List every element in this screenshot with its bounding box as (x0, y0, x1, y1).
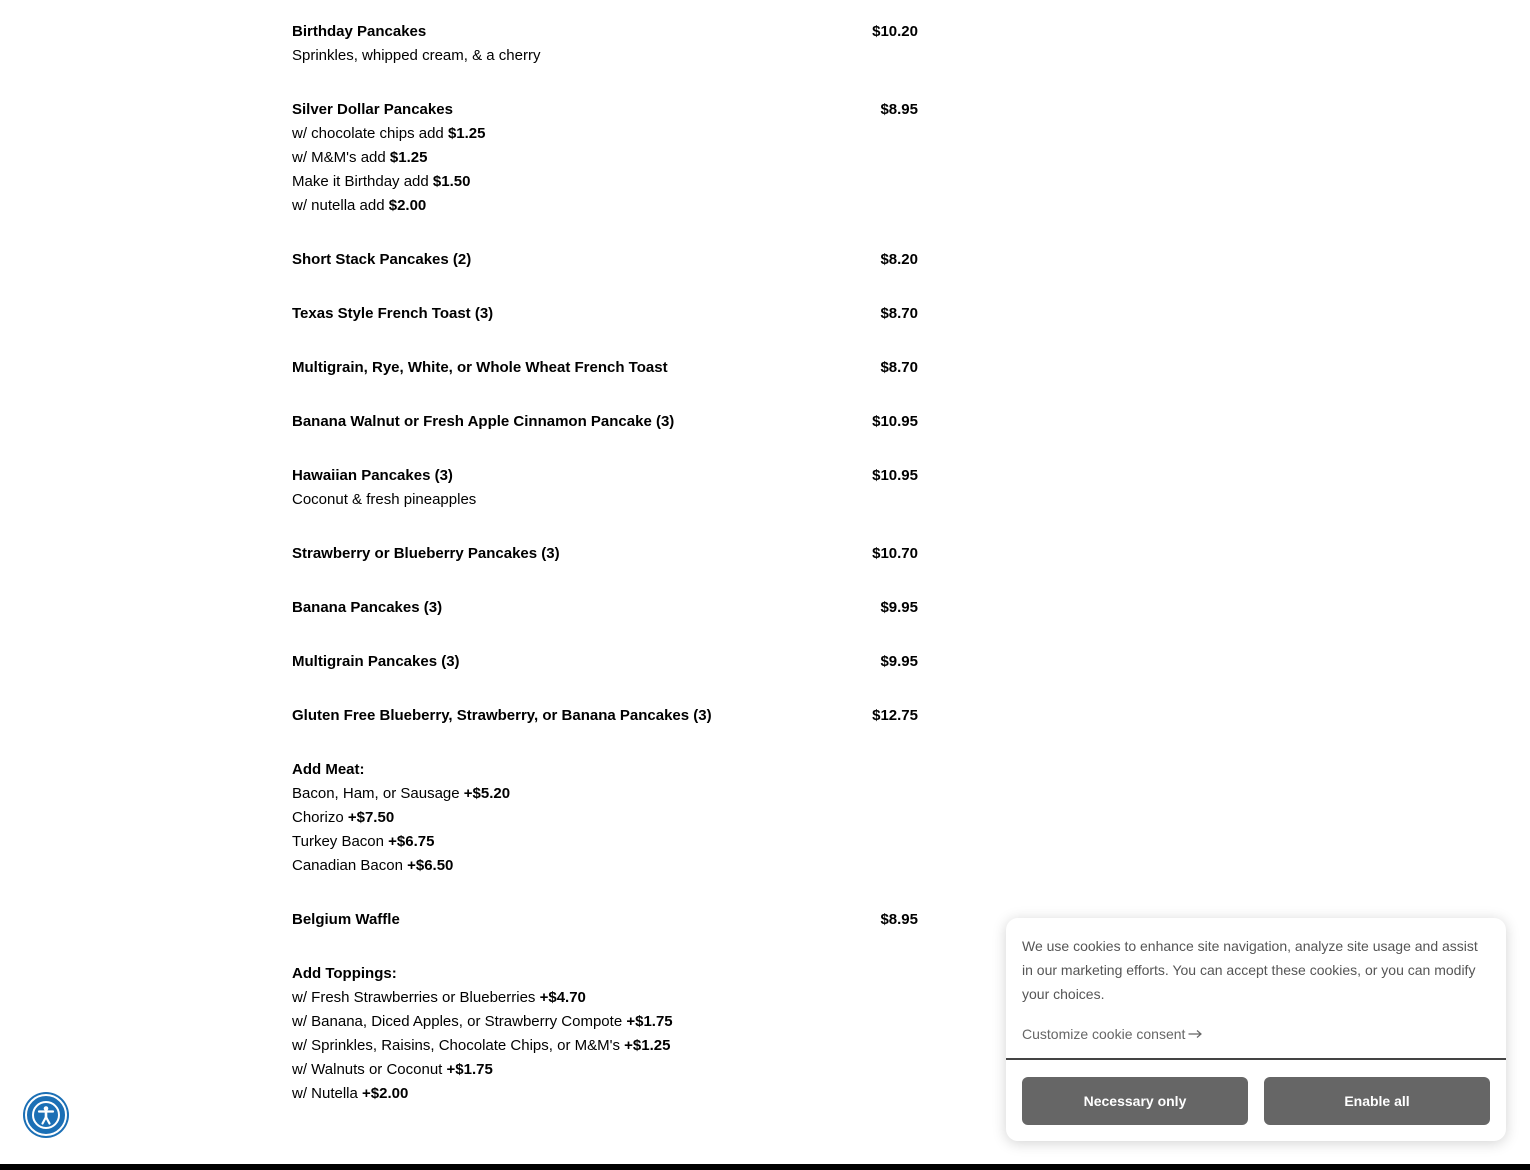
item-option (292, 986, 918, 1010)
accessibility-icon (31, 1100, 61, 1130)
option-price: +$6.75 (388, 833, 435, 850)
cookie-message: We use cookies to enhance site navigation, analyze site usage and assist in our marketing efforts. You can accept these cookies, or you can modify your choices. (1022, 938, 1478, 1002)
item-option (292, 122, 918, 146)
customize-label: Customize cookie consent (1022, 1026, 1186, 1042)
enable-all-button[interactable]: Enable all (1264, 1077, 1490, 1125)
item-name: Banana Walnut or Fresh Apple Cinnamon Pancake (3) (292, 413, 675, 430)
option-text: Turkey Bacon (292, 833, 389, 850)
option-price: +$1.75 (626, 1013, 673, 1030)
item-option (292, 1058, 918, 1082)
menu-item-banana-walnut-pancake (292, 410, 918, 434)
option-price: +$2.00 (362, 1085, 409, 1102)
item-name: Strawberry or Blueberry Pancakes (3) (292, 545, 560, 562)
option-price: +$1.25 (624, 1037, 671, 1054)
option-price: $1.25 (447, 125, 486, 142)
menu-section-add-meat (292, 758, 918, 878)
item-price: $8.95 (880, 101, 918, 118)
option-text: Canadian Bacon (292, 857, 408, 874)
item-price: $10.95 (872, 467, 918, 484)
option-text: w/ M&M's add (292, 149, 390, 166)
menu-item-strawberry-blueberry-pancakes (292, 542, 918, 566)
footer-bar (0, 1164, 1530, 1170)
menu-item-birthday-pancakes (292, 20, 918, 68)
item-price: $9.95 (880, 653, 918, 670)
item-name: Texas Style French Toast (3) (292, 305, 494, 322)
option-price: +$5.20 (463, 785, 511, 802)
option-text: w/ Nutella (292, 1085, 363, 1102)
option-price: $1.50 (432, 173, 471, 190)
item-price: $9.95 (880, 599, 918, 616)
option-price: $1.25 (389, 149, 428, 166)
item-description: Coconut & fresh pineapples (292, 491, 477, 508)
item-option (292, 1082, 918, 1106)
cookie-consent-banner (1006, 918, 1506, 1141)
option-text: w/ chocolate chips add (292, 125, 448, 142)
item-name: Banana Pancakes (3) (292, 599, 443, 616)
accessibility-button[interactable] (25, 1094, 67, 1136)
item-price: $10.20 (872, 23, 918, 40)
necessary-only-button[interactable]: Necessary only (1022, 1077, 1248, 1125)
section-title: Add Toppings: (292, 965, 397, 982)
item-price: $8.95 (880, 911, 918, 928)
item-option (292, 1034, 918, 1058)
item-price: $12.75 (872, 707, 918, 724)
item-name: Silver Dollar Pancakes (292, 101, 453, 118)
option-text: Bacon, Ham, or Sausage (292, 785, 464, 802)
item-name: Belgium Waffle (292, 911, 400, 928)
customize-cookie-consent-link[interactable] (1022, 1023, 1203, 1045)
section-title: Add Meat: (292, 761, 365, 778)
option-text: Chorizo (292, 809, 348, 826)
option-text: w/ Banana, Diced Apples, or Strawberry Compote (292, 1013, 627, 1030)
item-option (292, 830, 918, 854)
option-price: +$6.50 (407, 857, 454, 874)
item-option (292, 782, 918, 806)
option-text: w/ Walnuts or Coconut (292, 1061, 447, 1078)
item-price: $10.95 (872, 413, 918, 430)
item-price: $8.20 (880, 251, 918, 268)
menu-item-gluten-free-pancakes (292, 704, 918, 728)
item-name: Gluten Free Blueberry, Strawberry, or Banana Pancakes (3) (292, 707, 712, 724)
item-name: Short Stack Pancakes (2) (292, 251, 472, 268)
option-price: $2.00 (388, 197, 427, 214)
option-text: w/ nutella add (292, 197, 389, 214)
item-price: $10.70 (872, 545, 918, 562)
item-price: $8.70 (880, 359, 918, 376)
option-price: +$4.70 (539, 989, 586, 1006)
item-price: $8.70 (880, 305, 918, 322)
item-option (292, 170, 918, 194)
item-option (292, 806, 918, 830)
item-option (292, 194, 918, 218)
option-text: w/ Fresh Strawberries or Blueberries (292, 989, 540, 1006)
menu-section-add-toppings (292, 962, 918, 1106)
menu-item-multigrain-pancakes (292, 650, 918, 674)
option-price: +$1.75 (446, 1061, 493, 1078)
option-text: w/ Sprinkles, Raisins, Chocolate Chips, or M&M's (292, 1037, 625, 1054)
menu-item-silver-dollar-pancakes (292, 98, 918, 218)
menu-item-hawaiian-pancakes (292, 464, 918, 512)
menu-item-banana-pancakes (292, 596, 918, 620)
item-name: Multigrain Pancakes (3) (292, 653, 460, 670)
menu-item-texas-french-toast (292, 302, 918, 326)
option-text: Make it Birthday add (292, 173, 433, 190)
option-price: +$7.50 (347, 809, 395, 826)
cookie-divider (1006, 1058, 1506, 1060)
breakfast-menu (292, 20, 918, 1136)
item-option (292, 146, 918, 170)
menu-item-short-stack-pancakes (292, 248, 918, 272)
arrow-right-icon (1188, 1029, 1203, 1039)
item-name: Multigrain, Rye, White, or Whole Wheat French Toast (292, 359, 668, 376)
item-description: Sprinkles, whipped cream, & a cherry (292, 47, 541, 64)
item-name: Hawaiian Pancakes (3) (292, 467, 453, 484)
item-option (292, 1010, 918, 1034)
item-name: Birthday Pancakes (292, 23, 427, 40)
menu-item-multigrain-french-toast (292, 356, 918, 380)
menu-item-belgium-waffle (292, 908, 918, 932)
item-option (292, 854, 918, 878)
